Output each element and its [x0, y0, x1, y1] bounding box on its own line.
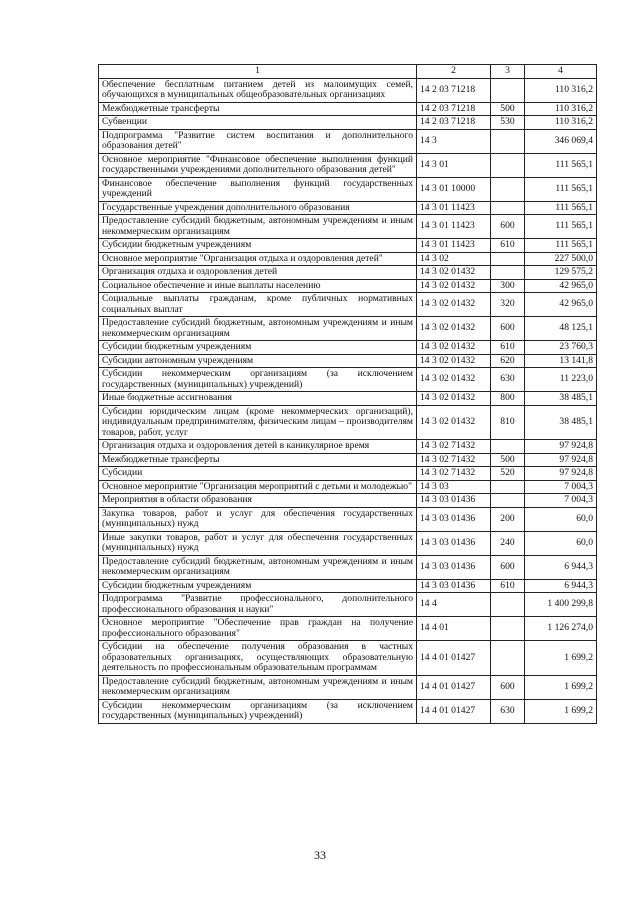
row-sum: 111 565,1 — [525, 239, 597, 253]
row-code: 14 3 02 71432 — [417, 453, 491, 467]
row-name: Основное мероприятие "Финансовое обеспечение выполнения функций государственными учреждениями дополнительного образования детей" — [99, 153, 417, 177]
table-row — [99, 215, 597, 239]
table-row — [99, 480, 597, 494]
row-expense-type — [491, 617, 525, 641]
row-expense-type — [491, 266, 525, 280]
row-name: Межбюджетные трансферты — [99, 102, 417, 116]
row-name: Иные закупки товаров, работ и услуг для обеспечения государственных (муниципальных) нужд — [99, 531, 417, 555]
row-expense-type: 530 — [491, 116, 525, 130]
row-name: Иные бюджетные ассигнования — [99, 392, 417, 406]
row-name: Субсидии бюджетным учреждениям — [99, 239, 417, 253]
row-sum: 111 565,1 — [525, 201, 597, 215]
row-name: Закупка товаров, работ и услуг для обеспечения государственных (муниципальных) нужд — [99, 507, 417, 531]
row-expense-type: 600 — [491, 215, 525, 239]
row-sum: 346 069,4 — [525, 129, 597, 153]
row-name: Мероприятия в области образования — [99, 494, 417, 508]
budget-table — [98, 64, 597, 724]
row-sum: 1 126 274,0 — [525, 617, 597, 641]
row-name: Предоставление субсидий бюджетным, автономным учреждениям и иным некоммерческим организациям — [99, 317, 417, 341]
row-sum: 42 965,0 — [525, 293, 597, 317]
row-name: Субсидии автономным учреждениям — [99, 354, 417, 368]
row-expense-type: 500 — [491, 453, 525, 467]
row-code: 14 3 02 01432 — [417, 392, 491, 406]
row-name: Субвенции — [99, 116, 417, 130]
row-expense-type: 520 — [491, 467, 525, 481]
row-name: Предоставление субсидий бюджетным, автономным учреждениям и иным некоммерческим организациям — [99, 555, 417, 579]
table-row — [99, 494, 597, 508]
table-row — [99, 675, 597, 699]
row-expense-type: 610 — [491, 239, 525, 253]
row-code: 14 4 — [417, 593, 491, 617]
row-sum: 11 223,0 — [525, 368, 597, 392]
row-expense-type: 810 — [491, 405, 525, 440]
row-name: Основное мероприятие "Обеспечение прав граждан на получение профессионального образования" — [99, 617, 417, 641]
row-expense-type: 610 — [491, 341, 525, 355]
row-code: 14 3 02 01432 — [417, 266, 491, 280]
row-sum: 23 760,3 — [525, 341, 597, 355]
table-row — [99, 641, 597, 676]
row-name: Субсидии юридическим лицам (кроме некоммерческих организаций), индивидуальным предпринимателям, физическим лицам – производителям товаров, работ, услуг — [99, 405, 417, 440]
row-code: 14 3 02 71432 — [417, 467, 491, 481]
row-code: 14 2 03 71218 — [417, 116, 491, 130]
row-sum: 97 924,8 — [525, 453, 597, 467]
row-name: Социальные выплаты гражданам, кроме публичных нормативных социальных выплат — [99, 293, 417, 317]
row-name: Организация отдыха и оздоровления детей — [99, 266, 417, 280]
table-row — [99, 467, 597, 481]
row-code: 14 4 01 — [417, 617, 491, 641]
row-sum: 6 944,3 — [525, 555, 597, 579]
table-row — [99, 593, 597, 617]
table-row — [99, 617, 597, 641]
row-code: 14 3 02 01432 — [417, 354, 491, 368]
row-expense-type: 200 — [491, 507, 525, 531]
row-name: Социальное обеспечение и иные выплаты населению — [99, 279, 417, 293]
row-expense-type: 240 — [491, 531, 525, 555]
header-col-2: 2 — [417, 65, 491, 79]
table-row — [99, 266, 597, 280]
row-expense-type: 630 — [491, 699, 525, 723]
row-code: 14 4 01 01427 — [417, 675, 491, 699]
row-sum: 48 125,1 — [525, 317, 597, 341]
table-row — [99, 293, 597, 317]
table-row — [99, 405, 597, 440]
row-name: Финансовое обеспечение выполнения функций государственных учреждений — [99, 177, 417, 201]
row-name: Субсидии некоммерческим организациям (за исключением государственных (муниципальных) учреждений) — [99, 699, 417, 723]
row-expense-type — [491, 641, 525, 676]
row-code: 14 2 03 71218 — [417, 78, 491, 102]
row-code: 14 3 03 — [417, 480, 491, 494]
row-code: 14 3 02 01432 — [417, 279, 491, 293]
row-name: Межбюджетные трансферты — [99, 453, 417, 467]
table-row — [99, 102, 597, 116]
row-expense-type — [491, 153, 525, 177]
row-code: 14 3 02 01432 — [417, 405, 491, 440]
row-sum: 110 316,2 — [525, 116, 597, 130]
table-row — [99, 153, 597, 177]
row-name: Субсидии бюджетным учреждениям — [99, 579, 417, 593]
row-sum: 110 316,2 — [525, 102, 597, 116]
row-code: 14 3 02 01432 — [417, 341, 491, 355]
row-sum: 97 924,8 — [525, 440, 597, 454]
row-name: Основное мероприятие "Организация мероприятий с детьми и молодежью" — [99, 480, 417, 494]
row-sum: 111 565,1 — [525, 215, 597, 239]
row-code: 14 3 03 01436 — [417, 579, 491, 593]
table-row — [99, 440, 597, 454]
table-row — [99, 531, 597, 555]
table-row — [99, 116, 597, 130]
table-row — [99, 579, 597, 593]
table-row — [99, 507, 597, 531]
row-name: Субсидии бюджетным учреждениям — [99, 341, 417, 355]
row-expense-type: 620 — [491, 354, 525, 368]
row-expense-type — [491, 177, 525, 201]
row-sum: 129 575,2 — [525, 266, 597, 280]
row-name: Субсидии на обеспечение получения образования в частных образовательных организациях, осуществляющих образовательную деятельность по профессиональным образовательным программам — [99, 641, 417, 676]
row-expense-type — [491, 480, 525, 494]
row-code: 14 3 02 71432 — [417, 440, 491, 454]
row-sum: 227 500,0 — [525, 252, 597, 266]
row-expense-type — [491, 494, 525, 508]
row-code: 14 3 01 11423 — [417, 215, 491, 239]
row-sum: 60,0 — [525, 531, 597, 555]
row-sum: 60,0 — [525, 507, 597, 531]
row-name: Организация отдыха и оздоровления детей в каникулярное время — [99, 440, 417, 454]
table-row — [99, 341, 597, 355]
row-code: 14 3 02 01432 — [417, 317, 491, 341]
row-expense-type — [491, 129, 525, 153]
row-code: 14 3 03 01436 — [417, 531, 491, 555]
row-expense-type: 610 — [491, 579, 525, 593]
table-row — [99, 317, 597, 341]
row-name: Субсидии некоммерческим организациям (за исключением государственных (муниципальных) учреждений) — [99, 368, 417, 392]
row-expense-type: 800 — [491, 392, 525, 406]
row-code: 14 3 03 01436 — [417, 507, 491, 531]
row-expense-type: 500 — [491, 102, 525, 116]
row-code: 14 4 01 01427 — [417, 641, 491, 676]
row-sum: 7 004,3 — [525, 480, 597, 494]
table-row — [99, 699, 597, 723]
row-name: Подпрограмма "Развитие профессионального, дополнительного профессионального образования и науки" — [99, 593, 417, 617]
row-code: 14 3 01 — [417, 153, 491, 177]
table-row — [99, 392, 597, 406]
row-expense-type: 630 — [491, 368, 525, 392]
row-sum: 1 400 299,8 — [525, 593, 597, 617]
row-sum: 38 485,1 — [525, 405, 597, 440]
row-expense-type: 600 — [491, 317, 525, 341]
row-code: 14 4 01 01427 — [417, 699, 491, 723]
table-row — [99, 201, 597, 215]
row-expense-type — [491, 201, 525, 215]
row-code: 14 3 01 11423 — [417, 201, 491, 215]
row-sum: 1 699,2 — [525, 641, 597, 676]
row-sum: 6 944,3 — [525, 579, 597, 593]
row-code: 14 3 — [417, 129, 491, 153]
table-row — [99, 252, 597, 266]
row-name: Подпрограмма "Развитие систем воспитания и дополнительного образования детей" — [99, 129, 417, 153]
table-row — [99, 239, 597, 253]
row-sum: 110 316,2 — [525, 78, 597, 102]
table-row — [99, 354, 597, 368]
table-row — [99, 368, 597, 392]
row-code: 14 3 01 10000 — [417, 177, 491, 201]
row-sum: 13 141,8 — [525, 354, 597, 368]
row-code: 14 3 02 01432 — [417, 293, 491, 317]
row-name: Основное мероприятие "Организация отдыха и оздоровления детей" — [99, 252, 417, 266]
row-code: 14 3 02 01432 — [417, 368, 491, 392]
header-col-4: 4 — [525, 65, 597, 79]
table-row — [99, 555, 597, 579]
row-sum: 42 965,0 — [525, 279, 597, 293]
row-name: Государственные учреждения дополнительного образования — [99, 201, 417, 215]
row-expense-type: 300 — [491, 279, 525, 293]
header-col-3: 3 — [491, 65, 525, 79]
row-expense-type: 600 — [491, 555, 525, 579]
header-row — [99, 65, 597, 79]
table-row — [99, 453, 597, 467]
table-row — [99, 279, 597, 293]
row-code: 14 3 03 01436 — [417, 494, 491, 508]
row-expense-type: 320 — [491, 293, 525, 317]
header-col-1: 1 — [99, 65, 417, 79]
row-expense-type — [491, 252, 525, 266]
table-row — [99, 177, 597, 201]
row-sum: 111 565,1 — [525, 153, 597, 177]
table-body — [99, 78, 597, 723]
row-expense-type — [491, 78, 525, 102]
row-expense-type — [491, 440, 525, 454]
row-code: 14 2 03 71218 — [417, 102, 491, 116]
row-expense-type — [491, 593, 525, 617]
row-sum: 1 699,2 — [525, 675, 597, 699]
row-name: Предоставление субсидий бюджетным, автономным учреждениям и иным некоммерческим организациям — [99, 675, 417, 699]
row-name: Предоставление субсидий бюджетным, автономным учреждениям и иным некоммерческим организациям — [99, 215, 417, 239]
page-number: 33 — [314, 848, 326, 862]
row-sum: 1 699,2 — [525, 699, 597, 723]
row-expense-type: 600 — [491, 675, 525, 699]
row-sum: 38 485,1 — [525, 392, 597, 406]
row-sum: 111 565,1 — [525, 177, 597, 201]
row-code: 14 3 03 01436 — [417, 555, 491, 579]
row-sum: 7 004,3 — [525, 494, 597, 508]
row-code: 14 3 02 — [417, 252, 491, 266]
row-name: Субсидии — [99, 467, 417, 481]
row-sum: 97 924,8 — [525, 467, 597, 481]
table-row — [99, 129, 597, 153]
row-name: Обеспечение бесплатным питанием детей из малоимущих семей, обучающихся в муниципальных общеобразовательных организациях — [99, 78, 417, 102]
row-code: 14 3 01 11423 — [417, 239, 491, 253]
table-row — [99, 78, 597, 102]
